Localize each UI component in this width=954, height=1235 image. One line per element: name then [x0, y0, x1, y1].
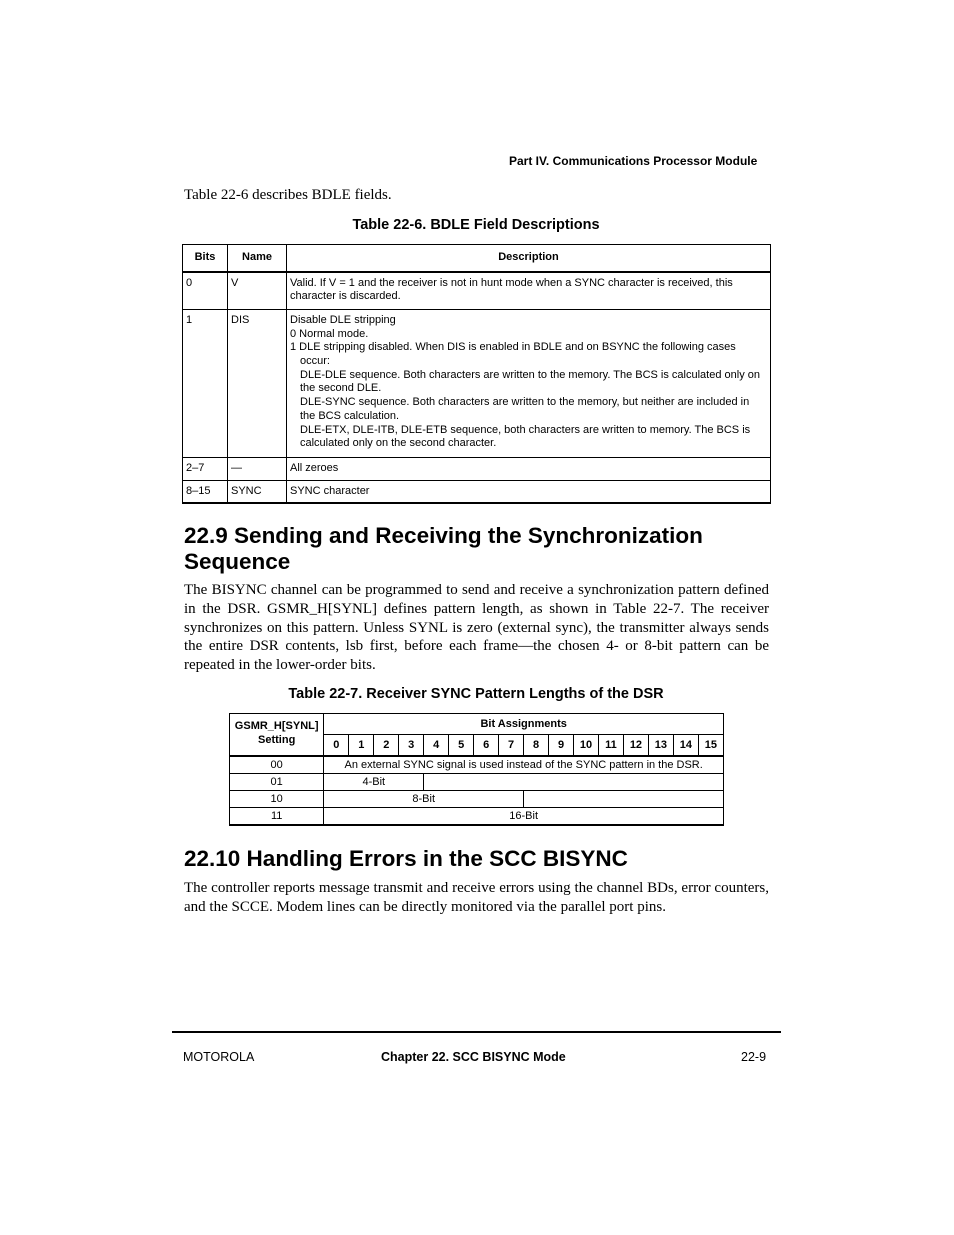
section-22-9-body: The BISYNC channel can be programmed to send and receive a synchronization pattern defined in the DSR. GSMR_H[SYNL] defines pattern length, as shown in Table 22-7. The receiver synchronizes on this pattern. Unless SYNL is zero (external sync), the transmitter always sends the entire DSR contents, lsb first, before each frame—the chosen 4- or 8-bit pattern can be repeated in the lower-order bits.	[184, 582, 769, 674]
section-22-10-heading: 22.10 Handling Errors in the SCC BISYNC	[184, 846, 628, 871]
col-header-setting	[230, 714, 324, 757]
table-22-7-caption: Table 22-7. Receiver SYNC Pattern Lengths of the DSR	[288, 686, 664, 702]
bits-cell: 0	[186, 276, 193, 289]
table-header-row	[230, 714, 724, 735]
bit-number: 7	[499, 735, 524, 757]
table-row	[230, 756, 724, 774]
page-number: 22-9	[741, 1050, 767, 1064]
setting-cell: 10	[230, 791, 324, 808]
sync-pattern-table	[229, 713, 724, 826]
bit-number: 6	[474, 735, 499, 757]
col-header-bits: Bits	[183, 245, 228, 272]
intro-text: Table 22-6 describes BDLE fields.	[184, 187, 392, 203]
col-header-setting-line: Setting	[258, 734, 296, 746]
table-row	[183, 309, 771, 457]
bit-number: 12	[623, 735, 648, 757]
col-header-setting-line: GSMR_H[SYNL]	[234, 720, 319, 732]
description-line: Disable DLE stripping	[290, 313, 396, 326]
table-row	[230, 774, 724, 791]
bit-number: 2	[374, 735, 399, 757]
bits-cell: 2–7	[186, 461, 205, 474]
col-header-description: Description	[287, 245, 771, 272]
assignment-cell: An external SYNC signal is used instead of the SYNC pattern in the DSR.	[324, 756, 724, 774]
bits-cell: 1	[186, 313, 193, 326]
table-22-6-caption: Table 22-6. BDLE Field Descriptions	[352, 217, 600, 233]
name-cell: SYNC	[231, 484, 262, 497]
footer-chapter: Chapter 22. SCC BISYNC Mode	[381, 1050, 566, 1064]
description-line: DLE-SYNC sequence. Both characters are written to the memory, but neither are included in the BCS calculation.	[300, 396, 750, 422]
bit-number: 14	[673, 735, 698, 757]
empty-cell	[424, 774, 724, 791]
bdle-field-table	[182, 244, 771, 504]
bit-number: 0	[324, 735, 349, 757]
bit-number: 13	[648, 735, 673, 757]
col-header-bit-assignments: Bit Assignments	[324, 714, 724, 735]
description-line: 1 DLE stripping disabled. When DIS is enabled in BDLE and on BSYNC the following cases occur:	[290, 341, 736, 368]
running-head: Part IV. Communications Processor Module	[509, 154, 758, 168]
footer-rule	[172, 1031, 781, 1033]
bit-number: 4	[424, 735, 449, 757]
description-cell: Valid. If V = 1 and the receiver is not in hunt mode when a SYNC character is received, this character is discarded.	[290, 276, 733, 303]
assignment-cell: 16-Bit	[324, 808, 724, 826]
footer-left: MOTOROLA	[183, 1050, 255, 1064]
bit-number: 10	[574, 735, 599, 757]
section-22-10-body: The controller reports message transmit and receive errors using the channel BDs, error counters, and the SCCE. Modem lines can be directly monitored via the parallel port pins.	[184, 880, 769, 915]
table-row	[230, 808, 724, 826]
table-row	[183, 457, 771, 480]
description-line: DLE-DLE sequence. Both characters are written to the memory. The BCS is calculated only on the second DLE.	[300, 368, 760, 395]
description-cell: All zeroes	[290, 461, 339, 474]
bits-cell: 8–15	[186, 484, 211, 497]
section-22-9-heading: 22.9 Sending and Receiving the Synchronization Sequence	[184, 523, 703, 574]
assignment-cell: 8-Bit	[324, 791, 524, 808]
description-cell	[287, 310, 770, 457]
description-line: DLE-ETX, DLE-ITB, DLE-ETB sequence, both characters are written to memory. The BCS is calculated only on the second character.	[300, 423, 751, 450]
bit-number: 15	[698, 735, 723, 757]
description-cell: SYNC character	[290, 484, 370, 497]
assignment-cell: 4-Bit	[324, 774, 424, 791]
bit-number: 5	[449, 735, 474, 757]
table-row	[183, 480, 771, 503]
bit-number: 1	[349, 735, 374, 757]
setting-cell: 11	[230, 808, 324, 826]
bit-number: 9	[549, 735, 574, 757]
setting-cell: 01	[230, 774, 324, 791]
bit-number: 8	[524, 735, 549, 757]
table-header-row	[183, 245, 771, 272]
empty-cell	[524, 791, 724, 808]
description-line: 0 Normal mode.	[290, 327, 369, 340]
name-cell: V	[231, 276, 239, 289]
table-row	[183, 272, 771, 310]
name-cell: —	[231, 461, 242, 474]
name-cell: DIS	[231, 313, 250, 326]
col-header-name: Name	[228, 245, 287, 272]
bit-number: 3	[399, 735, 424, 757]
bit-number: 11	[598, 735, 623, 757]
table-row	[230, 791, 724, 808]
setting-cell: 00	[230, 756, 324, 774]
